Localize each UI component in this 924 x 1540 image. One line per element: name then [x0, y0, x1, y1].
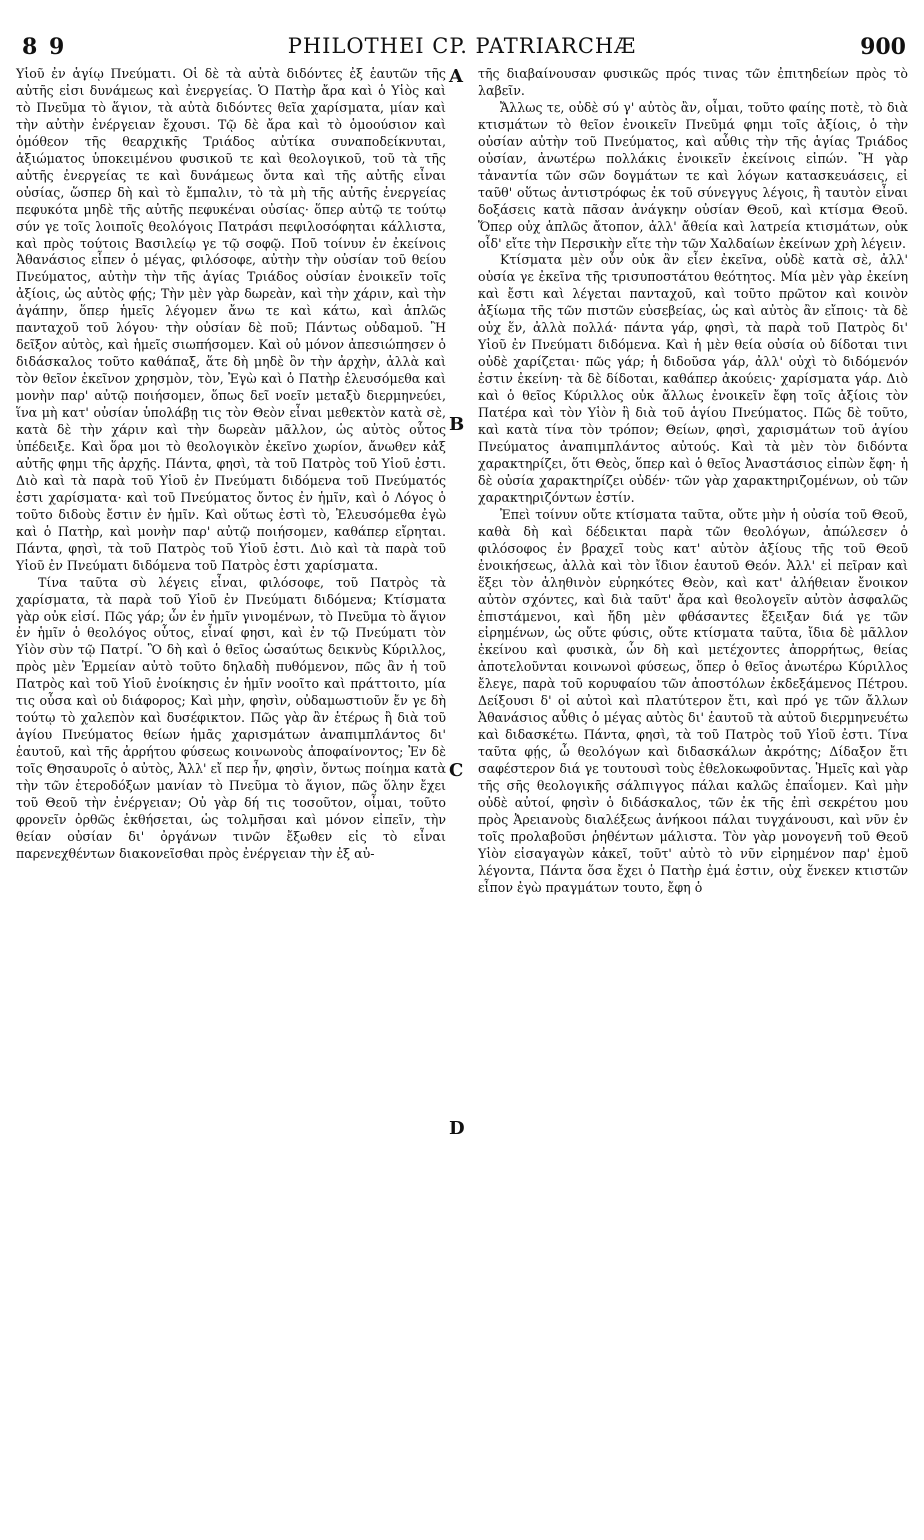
paragraph: Ἄλλως τε, οὐδὲ σύ γ' αὐτὸς ἂν, οἶμαι, τοῦτο φαίης ποτὲ, τὸ διὰ κτισμάτων τὸ θεῖον ἐνοικεῖν Πνεῦμά φημι τοῖς ἀξίοις, ὁ τὴν οὐσίαν αὐτὴν τοῦ Πνεύματος, καὶ αὖθις τὴν τῆς ἁγίας Τριάδος οὐσίαν, ἀνωτέρω πολλάκις ἐνοικεῖν ἐκείνοις εἰπών. Ἢ γὰρ τἀναντία τῶν σῶν δογμάτων τε καὶ λόγων κατασκευάσεις, εἰ ταῦθ' οὕτως ἀντιστρόφως ἐκ τοῦ σύνεγγυς λέγοις, ἢ ταυτὸν εἶναι δοξάσεις κατὰ πᾶσαν ἀνάγκην οὐσίαν Θεοῦ, καὶ κτίσμα Θεοῦ. Ὅπερ οὐχ ἁπλῶς ἄτοπον, ἀλλ' ἄθεία καὶ λατρεία κτισμάτων, οὐκ οἶδ' εἴτε τὴν Περσικὴν εἴτε τὴν τῶν Χαλδαίων ἐκείνων χρὴ λέγειν.	[478, 99, 908, 251]
section-marker-d: D	[449, 1118, 465, 1139]
left-column	[16, 66, 446, 863]
paragraph: Υἱοῦ ἐν ἁγίῳ Πνεύματι. Οἱ δὲ τὰ αὐτὰ διδόντες ἐξ ἑαυτῶν τῆς αὐτῆς εἰσι δυνάμεως καὶ ἐνεργείας. Ὁ Πατὴρ ἄρα καὶ ὁ Υἱὸς καὶ τὸ Πνεῦμα τὸ ἅγιον, τὰ αὐτὰ διδόντες θεῖα χαρίσματα, μίαν καὶ τὴν αὐτὴν ἐνέργειαν ἔχουσι. Τῷ δὲ ἄρα καὶ τὸ ὁμοούσιον καὶ ὁμόθεον τῆς θεαρχικῆς Τριάδος αὐτίκα συναποδείκνυται, ἀξιώματος ὑποκειμένου φυσικοῦ τε καὶ θεολογικοῦ, τοῦ τὰ τῆς αὐτῆς ἐνεργείας τε καὶ δυνάμεως ὄντα καὶ τῆς αὐτῆς εἶναι οὐσίας, ὥσπερ δὴ καὶ τὸ ἔμπαλιν, τὸ τὰ μὴ τῆς αὐτῆς ἐνεργείας πεφυκότα μηδὲ τῆς αὐτῆς πεφυκέναι οὐσίας· ὅπερ αὐτῷ τε τούτῳ σύν γε τοῖς λοιποῖς θεολόγοις Πατράσι πεφιλοσόφηται κάλλιστα, καὶ πρὸς τούτοις Βασιλείῳ γε τῷ σοφῷ. Ποῦ τοίνυν ἐν ἐκείνοις Ἀθανάσιος εἶπεν ὁ μέγας, φιλόσοφε, αὐτὴν τὴν οὐσίαν τοῦ θείου Πνεύματος, αὐτὴν τὴν τῆς ἁγίας Τριάδος οὐσίαν ἐνοικεῖν τοῖς ἀξίοις, ὡς αὐτὸς φῄς; Τὴν μὲν γὰρ δωρεὰν, καὶ τὴν χάριν, καὶ τὴν ἀγάπην, ὅπερ ἡμεῖς λέγομεν ἄνω τε καὶ κάτω, καὶ ἁπλῶς πανταχοῦ τοῦ λόγου· τὴν οὐσίαν δὲ ποῦ; Πάντως οὐδαμοῦ. Ἢ δεῖξον αὐτὸς, καὶ ἡμεῖς σιωπήσομεν. Καὶ οὐ μόνον ἀπεσιώπησεν ὁ διδάσκαλος τοῦτο καθάπαξ, ἅτε δὴ μηδὲ ὂν τὴν ἀρχὴν, ἀλλὰ καὶ τὸν θεῖον ἐκεῖνον χρησμὸν, τὸν, Ἐγὼ καὶ ὁ Πατὴρ ἐλευσόμεθα καὶ μονὴν παρ' αὐτῷ ποιήσομεν, ὅπως δεῖ νοεῖν μεταξὺ διερμηνεύει, ἵνα μὴ κατ' οὐσίαν ὑπολάβῃ τις τὸν Θεὸν εἶναι μεθεκτὸν κατὰ σὲ, κατὰ δὲ τὴν χάριν καὶ τὴν δωρεὰν μᾶλλον, ὡς αὐτὸς οὗτος ὑπέδειξε. Καὶ ὅρα μοι τὸ θεολογικὸν ἐκεῖνο χωρίον, ἄνωθεν κἀξ αὐτῆς φημι τῆς ἀρχῆς. Πάντα, φησὶ, τὰ τοῦ Πατρὸς τοῦ Υἱοῦ ἐστι. Διὸ καὶ τὰ παρὰ τοῦ Υἱοῦ ἐν Πνεύματι διδόμενα τοῦ Πνεύματός ἐστι χαρίσματα· καὶ τοῦ Πνεύματος ὄντος ἐν ἡμῖν, καὶ ὁ Λόγος ὁ τοῦτο διδοὺς ἔστιν ἐν ἡμῖν. Καὶ οὕτως ἐστὶ τὸ, Ἐλευσόμεθα ἐγὼ καὶ ὁ Πατὴρ, καὶ μονὴν παρ' αὐτῷ ποιήσομεν, καθάπερ εἴρηται. Πάντα, φησὶ, τὰ τοῦ Πατρὸς τοῦ Υἱοῦ ἐστι. Διὸ καὶ τὰ παρὰ τοῦ Υἱοῦ ἐν Πνεύματι διδόμενα τοῦ Πατρὸς ἐστι χαρίσματα.	[16, 66, 446, 573]
running-title: PHILOTHEI CP. PATRIARCHÆ	[287, 34, 637, 58]
right-column	[478, 66, 908, 897]
section-marker-a: A	[449, 66, 463, 87]
left-page-number: 8 9	[22, 34, 67, 60]
paragraph: Τίνα ταῦτα σὺ λέγεις εἶναι, φιλόσοφε, τοῦ Πατρὸς τὰ χαρίσματα, τὰ παρὰ τοῦ Υἱοῦ ἐν Πνεύματι διδόμενα; Κτίσματα γὰρ οὐκ εἰσί. Πῶς γάρ; ὧν ἐν ἡμῖν γινομένων, τὸ Πνεῦμα τὸ ἅγιον ἐν ἡμῖν ὁ θεολόγος οὗτος, εἶναί φησι, καὶ ἐν τῷ Πνεύματι τὸν Υἱὸν σὺν τῷ Πατρί. Ὃ δὴ καὶ ὁ θεῖος ὡσαύτως δεικνὺς Κύριλλος, πρὸς μὲν Ἑρμείαν αὐτὸ τοῦτο δηλαδὴ πυθόμενον, πῶς ἂν ἡ τοῦ Πατρὸς καὶ τοῦ Υἱοῦ ἐνοίκησις ἐν ἡμῖν νοοῖτο καὶ πράττοιτο, μία τις οὖσα καὶ οὐ διάφορος; Καὶ μὴν, φησὶν, οὐδαμωστιοῦν ἔν γε δὴ τούτῳ τὸ χαλεπὸν καὶ δυσέφικτον. Πῶς γὰρ ἂν ἑτέρως ἢ διὰ τοῦ ἁγίου Πνεύματος θείων ἡμᾶς χαρισμάτων ἀναπιμπλάντος δι' ἑαυτοῦ, καὶ τῆς ἀρρήτου φύσεως κοινωνοὺς ἀποφαίνοντος; Ἐν δὲ τοῖς Θησαυροῖς ὁ αὐτὸς, Ἀλλ' εἴ περ ἦν, φησὶν, ὄντως ποίημα κατὰ τὴν τῶν ἑτεροδόξων μανίαν τὸ Πνεῦμα τὸ ἅγιον, πῶς ὅλην ἔχει τοῦ Θεοῦ τὴν ἐνέργειαν; Οὐ γὰρ δή τις τοσοῦτον, οἶμαι, τοῦτο φρονεῖν ὀρθῶς ἐκθήσεται, ὡς τολμῆσαι καὶ μόνον εἰπεῖν, τὴν θείαν οὐσίαν δι' ὀργάνων τινῶν ἔξωθεν εἰς τὸ εἶναι παρενεχθέντων διακονεῖσθαι πρὸς ἐνέργειαν τὴν ἐξ αὐ-	[16, 574, 446, 861]
page-header	[0, 0, 924, 60]
section-marker-b: B	[449, 414, 465, 435]
paragraph: Κτίσματα μὲν οὖν οὐκ ἂν εἶεν ἐκεῖνα, οὐδὲ κατὰ σὲ, ἀλλ' οὐσία γε ἐκεῖνα τῆς τρισυποστάτου θεότητος. Μία μὲν γὰρ ἐκείνη καὶ ἔστι καὶ λέγεται πανταχοῦ, καὶ τοῦτο πρῶτον καὶ κοινὸν ἀξίωμα τῆς τῶν πιστῶν εὐσεβείας, ὡς καὶ αὐτὸς ἂν εἴποις· τὰ δὲ οὐχ ἕν, ἀλλὰ πολλά· πάντα γάρ, φησὶ, τὰ παρὰ τοῦ Πατρὸς δι' Υἱοῦ ἐν Πνεύματι διδόμενα. Καὶ ἡ μὲν θεία οὐσία οὐ δίδοται τινι οὐδὲ χαρίζεται· πῶς γάρ; ἡ διδοῦσα γάρ, ἀλλ' οὐχὶ τὸ διδόμενόν ἐστιν ἐκείνη· τὰ δὲ δίδοται, καθάπερ ἀκούεις· χαρίσματα γάρ. Διὸ καὶ ὁ θεῖος Κύριλλος οὐκ ἄλλως ἐνοικεῖν ἔφη τοῖς ἀξίοις τὸν Πατέρα καὶ τὸν Υἱὸν ἢ διὰ τοῦ ἁγίου Πνεύματος. Πῶς δὲ τοῦτο, καὶ κατὰ τίνα τὸν τρόπον; Θείων, φησὶ, χαρισμάτων τοῦ ἁγίου Πνεύματος ἀναπιμπλάντος αὐτούς. Καὶ τὰ μὲν τὸν διδόντα χαρακτηρίζει, ὅτι Θεὸς, ὅπερ καὶ ὁ θεῖος Ἀναστάσιος εἰπὼν ἔφη· ἡ δὲ οὐσία χαρακτηρίζει οὐδέν· τῶν γὰρ χαρακτηριζομένων, οὐ τῶν χαρακτηριζόντων ἐστίν.	[478, 252, 908, 505]
right-page-number: 900	[860, 34, 906, 60]
section-marker-c: C	[449, 760, 464, 781]
paragraph: τῆς διαβαίνουσαν φυσικῶς πρός τινας τῶν ἐπιτηδείων πρὸς τὸ λαβεῖν.	[478, 66, 908, 98]
paragraph: Ἐπεὶ τοίνυν οὔτε κτίσματα ταῦτα, οὔτε μὴν ἡ οὐσία τοῦ Θεοῦ, καθὰ δὴ καὶ δέδεικται παρὰ τῶν θεολόγων, ἀπώλεσεν ὁ φιλόσοφος ἐν βραχεῖ τοὺς κατ' αὐτὸν ἀξίους τῆς τοῦ Θεοῦ ἐνοικήσεως, ἀλλὰ καὶ τὸν ἴδιον ἑαυτοῦ Θεόν. Ἀλλ' εἰ πεῖραν καὶ ἕξει τὸν ἀληθινὸν εὑρηκότες Θεὸν, καὶ κατ' ἀλήθειαν ἔνοικον αὐτὸν σχόντες, καὶ διὰ ταῦτ' ἄρα καὶ θεολογεῖν αὐτὸν ἀσφαλῶς ἐπιστάμενοι, καὶ ἤδη μὲν φθάσαντες ἔξειξαν διά γε τῶν εἰρημένων, ὡς οὔτε φύσις, οὔτε κτίσματα ταῦτα, ἴδια δὲ μᾶλλον ἐκείνου καὶ φυσικὰ, ὧν δὴ καὶ μετέχοντες ἀπορρήτως, θείας ἀποτελοῦνται κοινωνοὶ φύσεως, ὅπερ ὁ θεῖος ἀνωτέρω Κύριλλος ἔλεγε, παρὰ τοῦ κορυφαίου τῶν ἀποστόλων ἐκδεξάμενος Πέτρου. Δείξουσι δ' οἱ αὐτοὶ καὶ πλατύτερον ἔτι, καὶ πρό γε τῶν ἄλλων Ἀθανάσιος αὖθις ὁ μέγας αὐτὸς δι' ἑαυτοῦ τὰ αὐτοῦ διερμηνευέτω καὶ διδασκέτω. Πάντα, φησὶ, τὰ τοῦ Πατρὸς τοῦ Υἱοῦ ἐστι. Τίνα ταῦτα φῄς, ὦ θεολόγων καὶ διδασκάλων ἀκρότης; Δίδαξον ἔτι σαφέστερον διά γε τουτουσὶ τοὺς ἐθελοκωφοῦντας. Ἡμεῖς καὶ γὰρ τῆς σῆς θεολογικῆς σάλπιγγος πάλαι καλῶς ἐπαΐομεν. Καὶ μὴν οὐδὲ αὐτοί, φησὶν ὁ διδάσκαλος, τῶν ἐκ τῆς ἐπὶ σεκρέτου μου πρὸς Ἀρειανοὺς διαλέξεως ἀνήκοοι πάλαι τυγχάνουσι, καὶ νῦν ἐν τοῖς προλαβοῦσι ῥηθέντων μάλιστα. Τὸν γὰρ μονογενῆ τοῦ Θεοῦ Υἱὸν εἰσαγαγὼν κἀκεῖ, τοῦτ' αὐτὸ τὸ νῦν εἰρημένον παρ' ἐμοῦ λέγοντα, Πάντα ὅσα ἔχει ὁ Πατὴρ ἐμά ἐστιν, οὐχ ἕνεκεν κτιστῶν εἶπον ἐγὼ πραγμάτων τουτο, ἔφη ὁ	[478, 506, 908, 895]
